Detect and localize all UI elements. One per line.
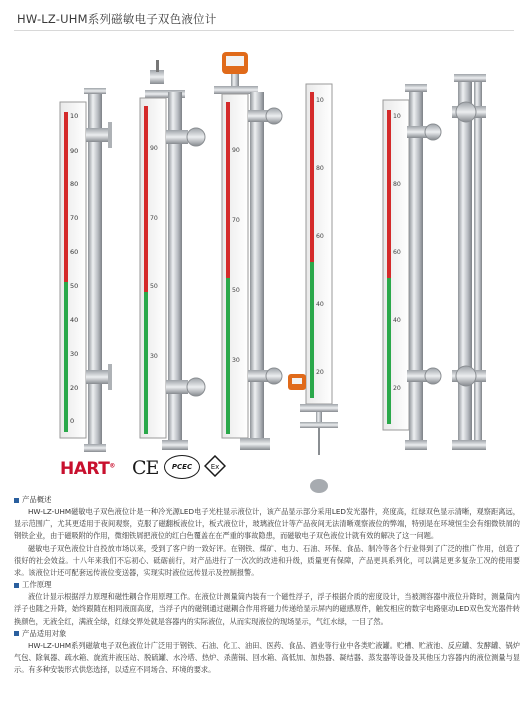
scale-label: 30 bbox=[232, 357, 240, 364]
scale-label: 90 bbox=[70, 147, 79, 155]
scale-label: 70 bbox=[70, 214, 79, 222]
title-divider bbox=[14, 30, 514, 31]
scale-label: 90 bbox=[232, 147, 240, 154]
scale-label: 80 bbox=[70, 180, 79, 188]
scale-label: 20 bbox=[393, 385, 401, 392]
gauge-4 bbox=[288, 84, 338, 455]
scale-label: 40 bbox=[393, 317, 401, 324]
bullet-icon bbox=[14, 498, 19, 503]
scale-label: 0 bbox=[70, 417, 75, 425]
section-heading: 产品概述 bbox=[14, 494, 520, 506]
scale-label: 20 bbox=[316, 369, 324, 376]
svg-text:Ex: Ex bbox=[210, 463, 220, 471]
product-figure bbox=[0, 40, 529, 455]
description-text bbox=[14, 494, 520, 676]
scale-label: 30 bbox=[70, 350, 79, 358]
gauge-5 bbox=[383, 84, 441, 450]
scale-label: 10 bbox=[70, 112, 79, 120]
section-paragraph: HW-LZ-UHM系列磁敏电子双色液位计广泛用于钢铁、石油、化工、油田、医药、食品、酒业等行业中各类贮液罐。贮槽、贮液池、反应罐、发酵罐、锅炉气包、除氧器、疏水箱、旋流井液压站、脱硫罐、水冷塔、热炉、杀菌锅、回水箱、高低加、加热器、凝结器、蒸发器等设备及其他压力容器内的液位测量与显示。有多种安装形式供您选择，以适应不同场合、环境的要求。 bbox=[14, 640, 520, 675]
ex-explosion-proof-icon bbox=[204, 455, 226, 477]
bullet-icon bbox=[14, 631, 19, 636]
scale-label: 80 bbox=[393, 181, 401, 188]
ce-mark: CE bbox=[132, 457, 159, 479]
scale-label: 50 bbox=[232, 287, 240, 294]
scale-label: 80 bbox=[316, 165, 324, 172]
scale-label: 60 bbox=[393, 249, 401, 256]
scale-label: 70 bbox=[150, 215, 158, 222]
scale-label: 50 bbox=[150, 283, 158, 290]
scale-label: 90 bbox=[150, 145, 158, 152]
gauge-6 bbox=[452, 74, 486, 450]
scale-label: 60 bbox=[70, 248, 79, 256]
section-paragraph: 液位计显示根据浮力原理和磁性耦合作用原理工作。在液位计测量筒内装有一个磁性浮子，浮子根据介质的密度设计，当被测容器中液位升降时，测量筒内浮子也随之升降，始终跟随在相同液面高度，当浮子内的磁钢通过磁耦合作用将磁力传递给显示屏内的磁感原件，触发相应的数字电路驱动LED双色发光器件转换颜色，无液全红，满液全绿，红绿交界处就是容器内的实际液位，从而实现液位的现场显示，气红水绿，一目了然。 bbox=[14, 592, 520, 626]
scale-label: 30 bbox=[150, 353, 158, 360]
section-heading: 产品适用对象 bbox=[14, 628, 520, 640]
scale-label: 10 bbox=[316, 97, 324, 104]
scale-label: 50 bbox=[70, 282, 79, 290]
section-paragraph: 磁敏电子双色液位计自投放市场以来，受到了客户的一致好评。在钢铁、煤矿、电力、石油、环保、食品、制冷等各个行业得到了广泛的推广作用，创造了很好的社会效益。十八年来我们不忘初心、砥砺前行，对产品进行了一次次的改进和升级，质量更有保障，产品更具系列化，可以满足更多复杂工况的使用要求。该液位计还可配套远传液位变送器，实现实时液位远传显示及控制报警。 bbox=[14, 543, 520, 578]
scale-label: 70 bbox=[232, 217, 240, 224]
section-heading: 工作原理 bbox=[14, 579, 520, 591]
scale-label: 40 bbox=[70, 316, 79, 324]
gauge-3 bbox=[214, 52, 282, 450]
scale-label: 10 bbox=[393, 113, 401, 120]
hart-logo: HART® bbox=[60, 459, 115, 479]
scale-label: 40 bbox=[316, 301, 324, 308]
bullet-icon bbox=[14, 583, 19, 588]
pcec-logo: PCEC bbox=[164, 455, 200, 479]
page-title: HW-LZ-UHM系列磁敏电子双色液位计 bbox=[17, 12, 217, 26]
scale-label: 60 bbox=[316, 233, 324, 240]
gauge-1 bbox=[60, 88, 112, 452]
section-paragraph: HW-LZ-UHM磁敏电子双色液位计是一种冷光源LED电子光柱显示液位计，该产品显示部分采用LED发光器件，亮度高，红绿双色显示清晰，观察距离远，显示范围广，尤其更适用于夜间观察，克服了磁翻板液位计，板式液位计，玻璃液位计等产品夜间无法清晰观察液位的弊端，特别是在环境恒尘会有细微铁屑的钢铁企业，由于磁吸附的作用，微细铁屑把液位的红白色覆盖在在严重的事故隐患，而磁敏电子双色液位计就有效的解决了这一问题。 bbox=[14, 507, 520, 541]
gauge-2 bbox=[140, 60, 205, 450]
scale-label: 20 bbox=[70, 384, 79, 392]
